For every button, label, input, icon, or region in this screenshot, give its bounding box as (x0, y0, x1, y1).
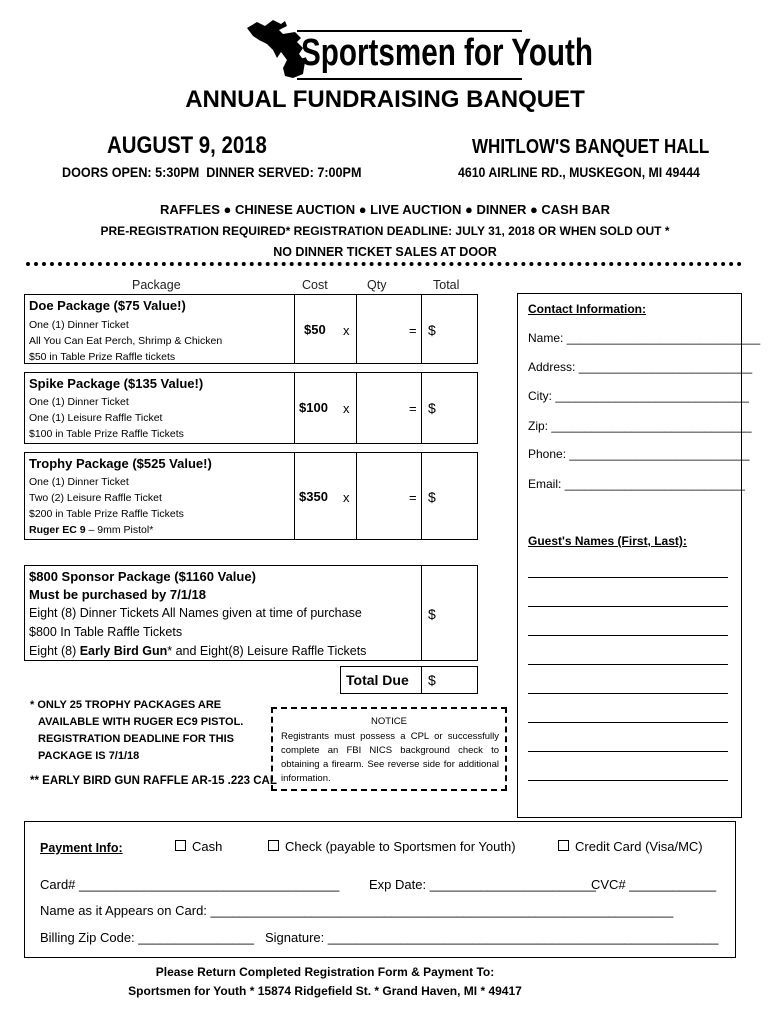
package-line: $100 in Table Prize Raffle Tickets (29, 428, 184, 440)
package-line: Two (2) Leisure Raffle Ticket (29, 492, 162, 504)
notice-box (271, 707, 507, 791)
col-total: Total (433, 278, 460, 292)
no-door-sales: NO DINNER TICKET SALES AT DOOR (273, 245, 497, 259)
event-date: AUGUST 9, 2018 (107, 132, 267, 159)
contact-info-box (517, 293, 761, 818)
package-title: Trophy Package ($525 Value!) (29, 456, 212, 471)
times-sign: x (343, 490, 350, 505)
pre-registration-line: PRE-REGISTRATION REQUIRED* REGISTRATION DEADLINE: JULY 31, 2018 OR WHEN SOLD OUT * (100, 224, 670, 238)
name-on-card-field[interactable]: Name as it Appears on Card: ________________________________________________________________ (40, 903, 674, 918)
total-dollar: $ (428, 606, 436, 622)
credit-card-checkbox[interactable] (558, 840, 569, 851)
package-line: One (1) Leisure Raffle Ticket (29, 412, 163, 424)
total-dollar: $ (428, 322, 436, 338)
package-title: Doe Package ($75 Value!) (29, 298, 186, 313)
cvc-field[interactable]: CVC# ____________ (591, 877, 717, 892)
guest-name-line[interactable] (528, 693, 728, 694)
cash-option[interactable]: Cash (175, 839, 222, 854)
billing-zip-field[interactable]: Billing Zip Code: ________________ (40, 930, 254, 945)
guests-heading: Guest's Names (First, Last): (528, 534, 687, 548)
package-line: One (1) Dinner Ticket (29, 319, 129, 331)
package-line: $50 in Table Prize Raffle tickets (29, 351, 176, 363)
equals-sign: = (409, 490, 417, 505)
event-times: DOORS OPEN: 5:30PM DINNER SERVED: 7:00PM (62, 164, 362, 180)
trophy-footnote: * ONLY 25 TROPHY PACKAGES ARE AVAILABLE WITH RUGER EC9 PISTOL. REGISTRATION DEADLINE FOR THIS PACKAGE IS 7/1/18 (30, 699, 244, 762)
package-line: One (1) Dinner Ticket (29, 476, 129, 488)
doe-package-row (24, 294, 478, 364)
guest-name-line[interactable] (528, 635, 728, 636)
guest-name-line[interactable] (528, 664, 728, 665)
package-cost: $50 (304, 322, 326, 337)
total-due-label: Total Due (346, 672, 409, 688)
total-dollar: $ (428, 489, 436, 505)
early-bird-footnote: ** EARLY BIRD GUN RAFFLE AR-15 .223 CAL (30, 775, 277, 787)
activities-line: RAFFLES ● CHINESE AUCTION ● LIVE AUCTION ● DINNER ● CASH BAR (159, 202, 611, 217)
equals-sign: = (409, 323, 417, 338)
card-number-field[interactable]: Card# ____________________________________ (40, 877, 340, 892)
logo (243, 18, 594, 80)
event-title: ANNUAL FUNDRAISING BANQUET (185, 86, 585, 113)
name-field[interactable]: Name: _____________________________ (528, 331, 761, 345)
package-cost: $350 (299, 489, 328, 504)
total-due-box (340, 666, 478, 694)
trophy-package-row (24, 452, 478, 540)
col-qty: Qty (367, 278, 387, 292)
org-name: Sportsmen for Youth (301, 32, 594, 74)
phone-field[interactable]: Phone: ___________________________ (528, 447, 750, 461)
spike-package-row (24, 372, 478, 444)
package-line: All You Can Eat Perch, Shrimp & Chicken (29, 335, 223, 347)
venue-name: WHITLOW'S BANQUET HALL (472, 136, 710, 158)
col-cost: Cost (302, 278, 328, 292)
address-field[interactable]: Address: __________________________ (528, 360, 753, 374)
package-line: Ruger EC 9 – 9mm Pistol* (29, 524, 154, 536)
check-checkbox[interactable] (268, 840, 279, 851)
return-instructions: Please Return Completed Registration Form & Payment To: (155, 965, 495, 979)
contact-heading: Contact Information: (528, 302, 646, 316)
sponsor-line: $800 In Table Raffle Tickets (29, 625, 183, 639)
package-line: $200 in Table Prize Raffle Tickets (29, 508, 184, 520)
payment-heading: Payment Info: (40, 841, 123, 855)
notice-title: NOTICE (371, 716, 407, 727)
venue-address: 4610 AIRLINE RD., MUSKEGON, MI 49444 (458, 164, 700, 180)
guest-name-line[interactable] (528, 780, 728, 781)
guest-name-line[interactable] (528, 577, 728, 578)
equals-sign: = (409, 401, 417, 416)
credit-card-option[interactable]: Credit Card (Visa/MC) (558, 839, 703, 854)
payment-box (24, 821, 736, 958)
notice-text: Registrants must possess a CPL or successfully complete an FBI NICS background check to obtaining a firearm. See reverse side for additional information. (281, 731, 499, 784)
times-sign: x (343, 401, 350, 416)
sponsor-line: Eight (8) Early Bird Gun* and Eight(8) Leisure Raffle Tickets (29, 644, 367, 658)
guest-name-line[interactable] (528, 751, 728, 752)
total-dollar: $ (428, 400, 436, 416)
return-address: Sportsmen for Youth * 15874 Ridgefield St. * Grand Haven, MI * 49417 (128, 984, 522, 998)
cash-checkbox[interactable] (175, 840, 186, 851)
total-due-dollar: $ (428, 672, 436, 688)
exp-date-field[interactable]: Exp Date: _______________________ (369, 877, 596, 892)
dotted-divider (26, 262, 742, 266)
signature-field[interactable]: Signature: ______________________________________________________ (265, 930, 719, 945)
guest-name-line[interactable] (528, 722, 728, 723)
package-title: Spike Package ($135 Value!) (29, 376, 204, 391)
zip-field[interactable]: Zip: ______________________________ (528, 419, 752, 433)
city-field[interactable]: City: _____________________________ (528, 389, 749, 403)
sponsor-title: $800 Sponsor Package ($1160 Value) (29, 569, 256, 584)
package-line: One (1) Dinner Ticket (29, 396, 129, 408)
times-sign: x (343, 323, 350, 338)
package-cost: $100 (299, 400, 328, 415)
guest-name-line[interactable] (528, 606, 728, 607)
sponsor-deadline: Must be purchased by 7/1/18 (29, 587, 207, 602)
col-package: Package (132, 278, 181, 292)
sponsor-line: Eight (8) Dinner Tickets All Names given at time of purchase (29, 606, 362, 620)
check-option[interactable]: Check (payable to Sportsmen for Youth) (268, 839, 516, 854)
sponsor-package-row (24, 565, 478, 661)
email-field[interactable]: Email: ___________________________ (528, 477, 745, 491)
